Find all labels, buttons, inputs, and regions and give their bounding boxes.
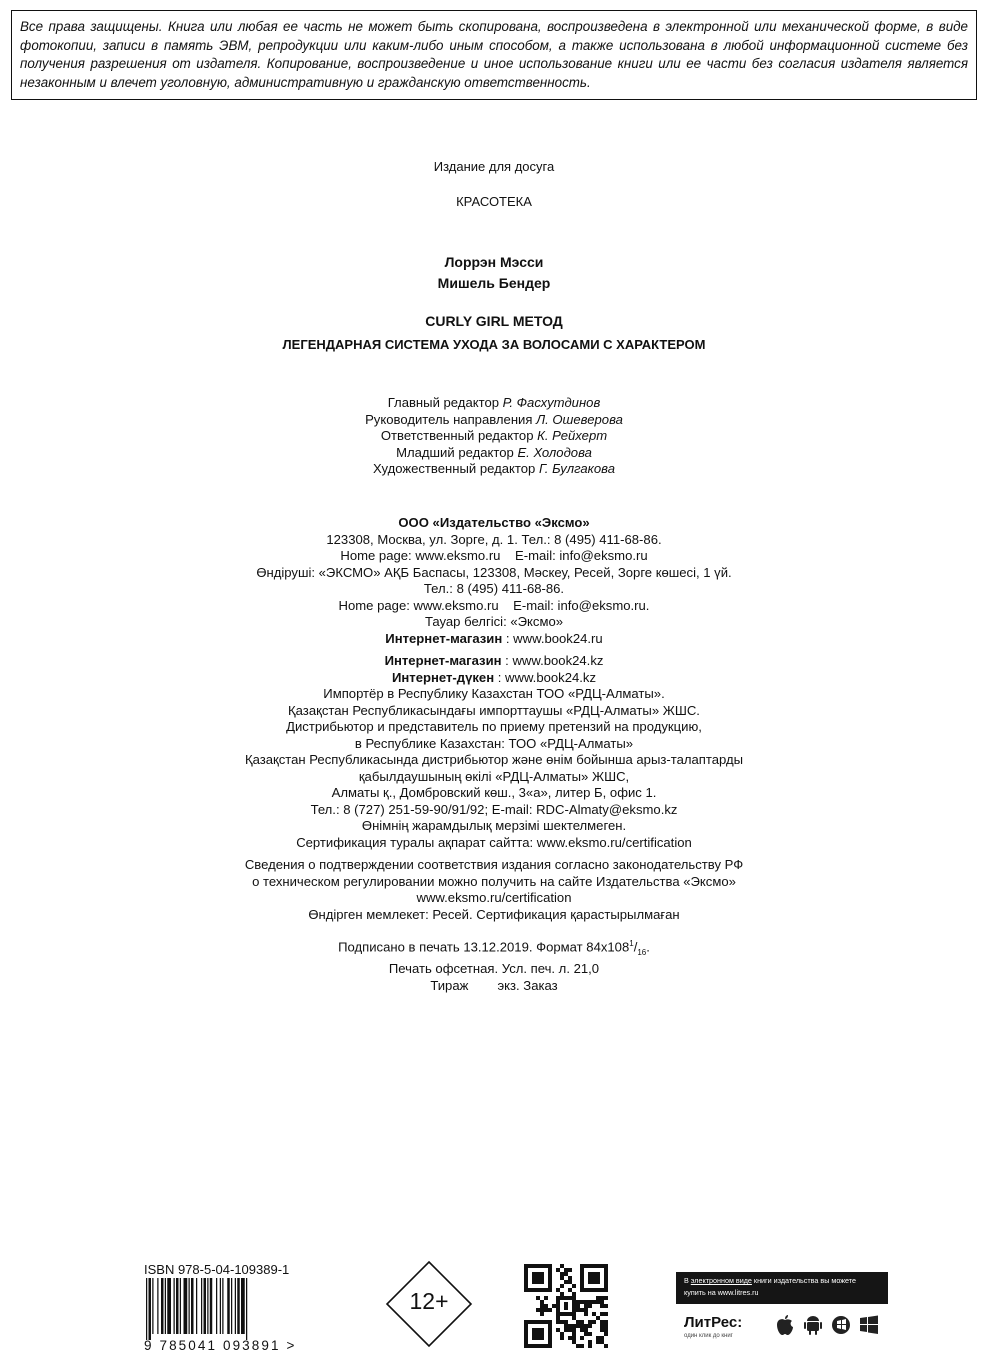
series-name: КРАСОТЕКА	[456, 194, 532, 209]
print-type: Печать офсетная. Усл. печ. л. 21,0	[388, 961, 600, 977]
barcode-image	[144, 1278, 296, 1340]
shop-ru: Интернет-магазин : www.book24.ru	[385, 630, 603, 646]
publisher-name: ООО «Издательство «Эксмо»	[398, 515, 590, 530]
certification-line: www.eksmo.ru/certification	[416, 890, 572, 905]
book-title: CURLY GIRL МЕТОД	[425, 313, 563, 329]
apple-icon	[774, 1314, 796, 1336]
age-rating-label: 12+	[409, 1288, 449, 1314]
edition-type: Издание для досуга	[433, 159, 555, 174]
distributor-line: Дистрибьютор и представитель по приему претензий на продукцию,	[286, 719, 702, 734]
distributor-line: Қазақстан Республикасындағы импорттаушы «РДЦ-Алматы» ЖШС.	[288, 702, 700, 718]
signed-to-print: Подписано в печать 13.12.2019. Формат $84x108^1/_{16}$.	[338, 939, 650, 957]
book-subtitle: ЛЕГЕНДАРНАЯ СИСТЕМА УХОДА ЗА ВОЛОСАМИ С ХАРАКТЕРОМ	[282, 337, 706, 352]
isbn-number: ISBN 978-5-04-109389-1	[144, 1262, 290, 1277]
credit-line: Главный редактор Р. Фасхутдинов	[387, 395, 601, 410]
certification-line: о техническом регулировании можно получить на сайте Издательства «Эксмо»	[252, 873, 736, 889]
credit-line: Художественный редактор Г. Булгакова	[373, 461, 615, 476]
publisher-line: Home page: www.eksmo.ru E-mail: info@eksmo.ru	[340, 548, 648, 563]
shop-kz: Интернет-магазин : www.book24.kz	[384, 653, 604, 668]
publisher-line: Өндіруші: «ЭКСМО» АҚБ Баспасы, 123308, Мәскеу, Ресей, Зорге көшесі, 1 үй.	[256, 564, 732, 580]
litres-banner	[676, 1272, 888, 1304]
author-2: Мишель Бендер	[437, 275, 551, 291]
credit-line: Руководитель направления Л. Ошеверова	[365, 411, 623, 427]
publisher-line: Home page: www.eksmo.ru E-mail: info@eksmo.ru.	[338, 597, 650, 613]
credit-line: Ответственный редактор К. Рейхерт	[380, 428, 608, 443]
windows-icon	[858, 1314, 880, 1336]
author-1: Лоррэн Мэсси	[444, 254, 544, 270]
litres-tagline: один клик до книг	[684, 1333, 733, 1339]
publisher-line: Тел.: 8 (495) 411-68-86.	[423, 581, 565, 596]
litres-logo: ЛитРес:	[684, 1314, 743, 1331]
distributor-line: қабылдаушының өкілі «РДЦ-Алматы» ЖШС,	[358, 768, 630, 784]
publisher-line: Тауар белгісі: «Эксмо»	[424, 614, 564, 629]
certification-line: Сведения о подтверждении соответствия издания согласно законодательству РФ	[244, 857, 744, 872]
platform-icons	[774, 1314, 880, 1336]
distributor-line: Сертификация туралы ақпарат сайтта: www.eksmo.ru/certification	[296, 834, 692, 850]
distributor-line: в Республике Казахстан: ТОО «РДЦ-Алматы»	[354, 735, 634, 751]
qr-code-icon	[524, 1264, 608, 1348]
publisher-block	[0, 515, 988, 923]
distributor-line: Өнімнің жарамдылық мерзімі шектелмеген.	[361, 818, 627, 833]
windows-xp-icon	[830, 1314, 852, 1336]
certification-line: Өндірген мемлекет: Ресей. Сертификация қарастырылмаған	[308, 906, 680, 922]
litres-banner-line2: купить на www.litres.ru	[684, 1288, 759, 1297]
credits-block	[0, 395, 988, 478]
distributor-line: Тел.: 8 (727) 251-59-90/91/92; E-mail: RDC-Almaty@eksmo.kz	[310, 801, 678, 817]
print-info	[0, 936, 988, 994]
publisher-line: 123308, Москва, ул. Зорге, д. 1. Тел.: 8 (495) 411-68-86.	[326, 531, 662, 547]
distributor-line: Импортёр в Республику Казахстан ТОО «РДЦ-Алматы».	[323, 686, 665, 701]
credit-line: Младший редактор Е. Холодова	[396, 444, 592, 460]
print-run: Тираж экз. Заказ	[430, 977, 558, 993]
android-icon	[802, 1314, 824, 1336]
distributor-line: Қазақстан Республикасында дистрибьютор және өнім бойынша арыз-талаптарды	[244, 752, 744, 767]
copyright-notice: Все права защищены. Книга или любая ее часть не может быть скопирована, воспроизведена в электронной или механической форме, в виде фотокопии, записи в память ЭВМ, репродукции или каким-либо иным способом, а также использована в любой информационной системе без получения разрешения от издателя. Копирование, воспроизведение и иное использование книги или ее части без согласия издателя является незаконным и влечет уголовную, административную и гражданскую ответственность.	[11, 10, 977, 100]
barcode-digits: 9 785041 093891 >	[144, 1338, 297, 1353]
litres-banner-line1: В электронном виде книги издательства вы можете	[684, 1276, 857, 1285]
distributor-line: Алматы қ., Домбровский көш., 3«а», литер Б, офис 1.	[331, 785, 657, 800]
shop-kz-2: Интернет-дүкен : www.book24.kz	[391, 669, 597, 685]
